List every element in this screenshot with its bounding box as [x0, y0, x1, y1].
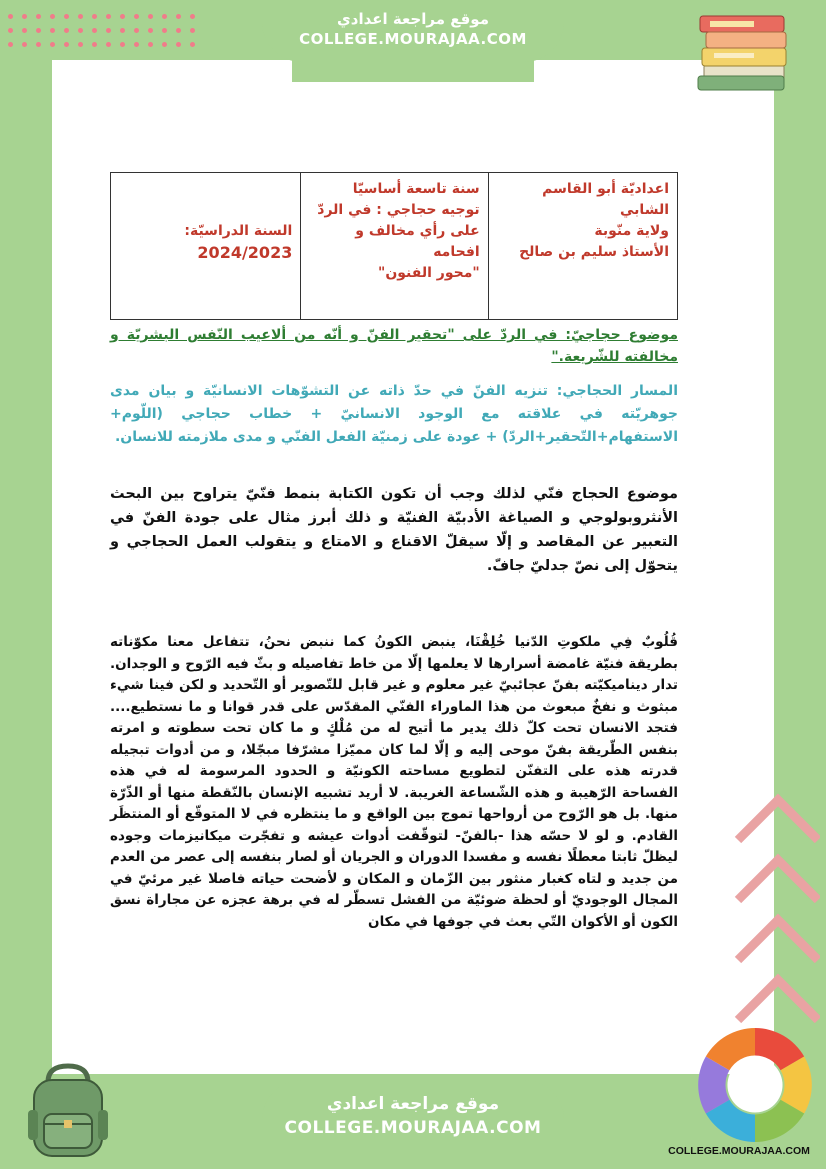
dot	[22, 28, 27, 33]
dot	[106, 14, 111, 19]
footer-badge[interactable]	[262, 1080, 564, 1169]
dot	[92, 14, 97, 19]
footer-site-name: موقع مراجعة اعدادي	[326, 1094, 500, 1114]
dot	[36, 14, 41, 19]
dot	[22, 42, 27, 47]
sheet-top-left	[52, 60, 292, 90]
dot	[92, 42, 97, 47]
backpack-icon	[18, 1060, 118, 1160]
year-cell	[111, 173, 300, 319]
grade-level: سنة تاسعة أساسيّا	[352, 181, 480, 197]
intro-paragraph: موضوع الحجاج فنّي لذلك وجب أن تكون الكتابة بنمط فنّيّ يتراوح بين البحث الأنثروبولوجي و الصياغة الأدبيّة الفنيّة و ذلك أبرز مثال على جودة الفنّ في التعبير عن المقاصد و إلّا سيقلّ الاقناع و الامتاع و يتقولب العمل الحجاجي و يتحوّل إلى نصّ جدليّ جافّ.	[110, 486, 678, 574]
school-cell	[488, 173, 677, 319]
topic-heading: موضوع حجاجيّ: في الردّ على "تحقير الفنّ و أنّه من ألاعيب النّفس البشريّة و مخالفته للشّريعة."	[110, 327, 678, 365]
dot	[36, 28, 41, 33]
argument-path: المسار الحجاجي: تنزيه الفنّ في حدّ ذاته عن التشوّهات الانسانيّة و بيان مدى جوهريّته في علاقته مع الوجود الانسانيّ + خطاب حجاجي (اللّوم+ الاستفهام+التّحقير+الردّ) + عودة على زمنيّة الفعل الفنّي و مدى ملازمته للانسان.	[110, 383, 678, 445]
body-paragraph: قُلُوبٌ فِي ملكوتِ الدّنيا خُلِقْنَا، ينبض الكونُ كما ننبض نحنُ، تتفاعل معنا مكوّناته بطريقة فنيّة غامضة أسرارها لا يعلمها إلّا من خاط تفاصيله و بثّ فيه الرّوح و الوجدان. تدار ديناميكيّته بفنّ عجائبيّ غير معلوم و غير قابل للتّصوير أو التّحديد و لكن فينا شيء مبثوث و نفخٌ مبعوث من هذا الماوراء الفنّي المقدّس على قدر قوانا و ما نستطيع.... فتجد الانسان تحت كلّ ذلك يدير ما أتيح له من مُلْكٍ و ما كان تحت سطوته و امرته بنفس الطّريقة بفنّ موحى إليه و إلّا لما كان مميّزا مشرّفا مبجّلا، و من أدوات تبجيله قدرته هذه على التفنّن لتطويع مساحته الكونيّة و الحدود المرسومة له في هذه الفساحة الرّهيبة و هذه الشّساعة الغريبة. لا أريد تشبيه الإنسان بالنّقطة منها أو الذّرّة منها. بل هو الرّوح من أرواحها تموج بين الواقع و ما ينتظره في لا المتوقّع أو المنتظَر القادم. و لو لا حسّه هذا -بالفنّ- لتوقّفت أدوات عيشه و تفجّرت ميكانيزمات وجوده ليظلّ ثابتا معطلًا نفسه و مفسدا الدوران و الجريان أو لصار بنفسه إلى عصر من العدم من جديد و لتاه كغبار منثور بين الزّمان و المكان و لأضحت حياته فاصلا غير مرئيّ في المجال الوجوديّ أو لحظة ضوئيّة من الفشل تسطّر له في برهة عجزه عن مجاراة نسق الكون أو الأكوان التّي بعث في جوفها في مكان	[110, 634, 678, 930]
dot	[176, 14, 181, 19]
dot	[190, 28, 195, 33]
footer-site-url[interactable]: COLLEGE.MOURAJAA.COM	[284, 1118, 542, 1138]
dots-decoration	[8, 14, 208, 54]
dot	[78, 14, 83, 19]
dot	[148, 14, 153, 19]
dot	[134, 42, 139, 47]
dot	[92, 28, 97, 33]
dot	[64, 14, 69, 19]
dot	[148, 42, 153, 47]
corner-site-url[interactable]: COLLEGE.MOURAJAA.COM	[668, 1145, 810, 1157]
dot	[50, 28, 55, 33]
header-badge[interactable]	[262, 0, 564, 62]
dot	[8, 28, 13, 33]
dot	[8, 14, 13, 19]
dot	[176, 42, 181, 47]
dot	[190, 14, 195, 19]
dot	[120, 14, 125, 19]
dot	[64, 28, 69, 33]
dot	[50, 14, 55, 19]
year-value: 2024/2023	[197, 243, 293, 262]
dot	[106, 28, 111, 33]
lesson-topic: على رأي مخالف و افحامه	[355, 223, 480, 260]
books-stack-icon	[690, 12, 796, 96]
lesson-axis: "محور الفنون"	[378, 265, 480, 281]
dot	[162, 14, 167, 19]
dot	[162, 42, 167, 47]
header-site-url[interactable]: COLLEGE.MOURAJAA.COM	[299, 30, 527, 48]
frame-left	[0, 0, 52, 1169]
dot	[134, 14, 139, 19]
lesson-type: توجيه حجاجي : في الردّ	[317, 202, 480, 218]
year-label: السنة الدراسيّة:	[184, 223, 293, 239]
dot	[162, 28, 167, 33]
dot	[78, 42, 83, 47]
dot	[120, 28, 125, 33]
chevron-up-icon	[730, 790, 820, 1060]
dot	[50, 42, 55, 47]
school-name: اعداديّة أبو القاسم الشابي	[542, 181, 669, 218]
dot	[148, 28, 153, 33]
teacher-name: الأستاذ سليم بن صالح	[519, 244, 669, 260]
dot	[22, 14, 27, 19]
dot	[64, 42, 69, 47]
header-site-name: موقع مراجعة اعدادي	[337, 10, 489, 28]
dot	[134, 28, 139, 33]
dot	[8, 42, 13, 47]
dot	[106, 42, 111, 47]
dot	[176, 28, 181, 33]
dot	[36, 42, 41, 47]
dot	[78, 28, 83, 33]
subject-cell	[300, 173, 487, 319]
dot	[120, 42, 125, 47]
info-table	[110, 172, 678, 320]
school-region: ولاية منّوبة	[594, 223, 669, 239]
education-wheel-icon	[696, 1026, 814, 1144]
dot	[190, 42, 195, 47]
